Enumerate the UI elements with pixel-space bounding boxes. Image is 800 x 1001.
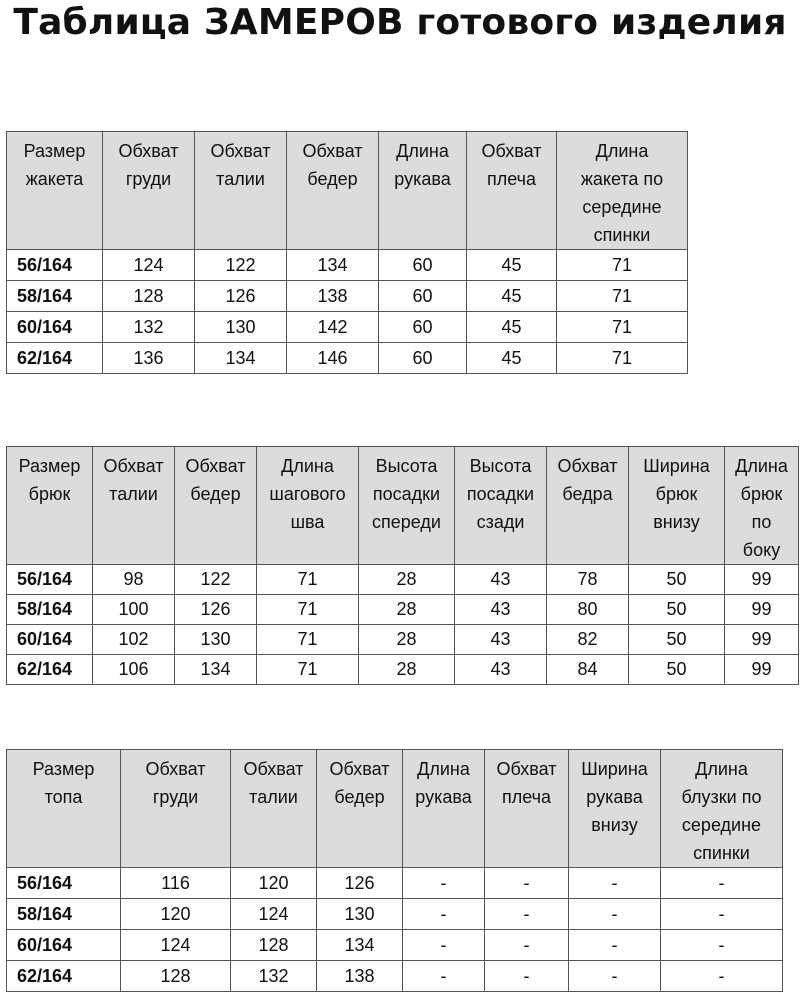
column-header-line: талии: [109, 484, 158, 504]
value-cell: 50: [629, 655, 725, 685]
value-cell: -: [661, 961, 783, 992]
column-header: [317, 750, 403, 868]
column-header-line: бедер: [190, 484, 241, 504]
column-header-line: талии: [216, 169, 265, 189]
trousers-measurements-table: [6, 446, 799, 685]
value-cell: 78: [547, 565, 629, 595]
value-cell: 102: [93, 625, 175, 655]
column-header-line: плеча: [501, 787, 552, 807]
size-cell: 58/164: [7, 899, 121, 930]
value-cell: 28: [359, 625, 455, 655]
value-cell: 116: [121, 868, 231, 899]
value-cell: -: [569, 961, 661, 992]
column-header-line: Размер: [23, 141, 86, 161]
column-header-line: Обхват: [557, 456, 618, 476]
column-header-line: посадки: [466, 484, 535, 504]
column-header-line: внизу: [591, 815, 638, 835]
table-row: [7, 868, 783, 899]
value-cell: 45: [467, 343, 557, 374]
column-header: [121, 750, 231, 868]
column-header-line: Обхват: [210, 141, 271, 161]
value-cell: -: [661, 930, 783, 961]
column-header-line: Обхват: [302, 141, 363, 161]
column-header: [257, 447, 359, 565]
table-row: [7, 565, 799, 595]
value-cell: 99: [725, 625, 799, 655]
column-header-line: талии: [249, 787, 298, 807]
column-header-line: Обхват: [185, 456, 246, 476]
column-header-line: Высота: [469, 456, 532, 476]
column-header-line: середине: [681, 815, 762, 835]
value-cell: 60: [379, 343, 467, 374]
value-cell: 43: [455, 595, 547, 625]
column-header: [455, 447, 547, 565]
value-cell: 138: [287, 281, 379, 312]
column-header-line: внизу: [653, 512, 700, 532]
size-cell: 56/164: [7, 250, 103, 281]
column-header: [403, 750, 485, 868]
value-cell: 138: [317, 961, 403, 992]
column-header-line: Обхват: [118, 141, 179, 161]
value-cell: 60: [379, 250, 467, 281]
column-header-line: Длина: [396, 141, 449, 161]
column-header-line: топа: [44, 787, 83, 807]
value-cell: 132: [231, 961, 317, 992]
table-row: [7, 343, 688, 374]
column-header-line: рукава: [394, 169, 451, 189]
value-cell: -: [569, 899, 661, 930]
value-cell: 136: [103, 343, 195, 374]
value-cell: 120: [231, 868, 317, 899]
column-header: [103, 132, 195, 250]
column-header-line: рукава: [586, 787, 643, 807]
column-header-line: Длина: [595, 141, 649, 161]
value-cell: -: [403, 868, 485, 899]
value-cell: 84: [547, 655, 629, 685]
column-header-line: брюк: [655, 484, 698, 504]
column-header: [557, 132, 688, 250]
value-cell: 71: [257, 565, 359, 595]
column-header-line: спереди: [372, 512, 441, 532]
column-header: [175, 447, 257, 565]
value-cell: 124: [231, 899, 317, 930]
column-header-line: сзади: [476, 512, 525, 532]
column-header: [7, 750, 121, 868]
value-cell: -: [661, 899, 783, 930]
size-cell: 62/164: [7, 655, 93, 685]
value-cell: 71: [257, 595, 359, 625]
value-cell: 45: [467, 312, 557, 343]
column-header: [485, 750, 569, 868]
column-header: [569, 750, 661, 868]
column-header-line: Обхват: [103, 456, 164, 476]
column-header-line: плеча: [486, 169, 537, 189]
value-cell: 134: [195, 343, 287, 374]
size-cell: 56/164: [7, 565, 93, 595]
value-cell: 98: [93, 565, 175, 595]
value-cell: 71: [557, 250, 688, 281]
column-header-line: шагового: [269, 484, 346, 504]
value-cell: 60: [379, 312, 467, 343]
value-cell: 45: [467, 250, 557, 281]
value-cell: 122: [175, 565, 257, 595]
table-row: [7, 899, 783, 930]
size-cell: 56/164: [7, 868, 121, 899]
column-header: [7, 132, 103, 250]
page-title: Таблица ЗАМЕРОВ готового изделия: [13, 2, 787, 43]
column-header-line: брюк: [740, 484, 783, 504]
column-header: [467, 132, 557, 250]
table-row: [7, 655, 799, 685]
column-header: [547, 447, 629, 565]
column-header-line: бедра: [562, 484, 613, 504]
table-row: [7, 961, 783, 992]
value-cell: 126: [175, 595, 257, 625]
column-header-line: Размер: [18, 456, 81, 476]
value-cell: 82: [547, 625, 629, 655]
table-row: [7, 312, 688, 343]
column-header-line: спинки: [593, 225, 651, 245]
column-header: [661, 750, 783, 868]
column-header-line: Ширина: [643, 456, 710, 476]
column-header-line: Длина: [417, 759, 470, 779]
value-cell: -: [569, 930, 661, 961]
table-row: [7, 281, 688, 312]
column-header: [725, 447, 799, 565]
column-header: [7, 447, 93, 565]
size-cell: 58/164: [7, 595, 93, 625]
value-cell: 28: [359, 655, 455, 685]
table-row: [7, 595, 799, 625]
jacket-measurements-table: [6, 131, 688, 374]
value-cell: 134: [175, 655, 257, 685]
value-cell: -: [485, 868, 569, 899]
value-cell: 126: [195, 281, 287, 312]
value-cell: 43: [455, 625, 547, 655]
value-cell: 100: [93, 595, 175, 625]
value-cell: 128: [231, 930, 317, 961]
value-cell: -: [403, 961, 485, 992]
value-cell: -: [661, 868, 783, 899]
value-cell: 71: [557, 281, 688, 312]
value-cell: -: [403, 899, 485, 930]
value-cell: 134: [287, 250, 379, 281]
column-header: [195, 132, 287, 250]
value-cell: 132: [103, 312, 195, 343]
size-cell: 62/164: [7, 961, 121, 992]
value-cell: 99: [725, 655, 799, 685]
column-header-line: Ширина: [581, 759, 648, 779]
column-header-line: груди: [152, 787, 199, 807]
column-header-line: Длина: [281, 456, 334, 476]
column-header-line: Обхват: [145, 759, 206, 779]
value-cell: 134: [317, 930, 403, 961]
column-header-line: по: [751, 512, 772, 532]
value-cell: 28: [359, 565, 455, 595]
value-cell: 99: [725, 595, 799, 625]
top-measurements-table: [6, 749, 783, 992]
column-header-line: брюк: [28, 484, 71, 504]
value-cell: 106: [93, 655, 175, 685]
value-cell: -: [485, 930, 569, 961]
column-header-line: Размер: [32, 759, 95, 779]
column-header-line: бедер: [307, 169, 358, 189]
column-header-line: Обхват: [496, 759, 557, 779]
size-cell: 62/164: [7, 343, 103, 374]
column-header: [359, 447, 455, 565]
value-cell: 122: [195, 250, 287, 281]
value-cell: 71: [257, 655, 359, 685]
column-header-line: Обхват: [481, 141, 542, 161]
column-header-line: Обхват: [329, 759, 390, 779]
column-header-line: жакета по: [580, 169, 664, 189]
table-header-row: [7, 132, 688, 250]
value-cell: 126: [317, 868, 403, 899]
value-cell: -: [485, 899, 569, 930]
column-header-line: шва: [290, 512, 325, 532]
column-header-line: груди: [125, 169, 172, 189]
value-cell: 128: [121, 961, 231, 992]
column-header-line: середине: [582, 197, 662, 217]
value-cell: 50: [629, 625, 725, 655]
column-header-line: Высота: [375, 456, 438, 476]
column-header: [379, 132, 467, 250]
value-cell: 124: [103, 250, 195, 281]
table-row: [7, 930, 783, 961]
value-cell: 60: [379, 281, 467, 312]
value-cell: 28: [359, 595, 455, 625]
value-cell: 50: [629, 565, 725, 595]
value-cell: -: [485, 961, 569, 992]
column-header-line: Длина: [695, 759, 748, 779]
size-cell: 60/164: [7, 312, 103, 343]
value-cell: 124: [121, 930, 231, 961]
value-cell: 45: [467, 281, 557, 312]
column-header-line: спинки: [693, 843, 750, 863]
column-header-line: Длина: [735, 456, 788, 476]
value-cell: 71: [557, 343, 688, 374]
column-header: [629, 447, 725, 565]
size-cell: 60/164: [7, 930, 121, 961]
value-cell: 120: [121, 899, 231, 930]
column-header-line: боку: [742, 540, 781, 560]
value-cell: 50: [629, 595, 725, 625]
column-header: [93, 447, 175, 565]
column-header: [231, 750, 317, 868]
value-cell: 80: [547, 595, 629, 625]
value-cell: 71: [257, 625, 359, 655]
column-header-line: бедер: [334, 787, 385, 807]
table-row: [7, 625, 799, 655]
table-header-row: [7, 750, 783, 868]
value-cell: -: [403, 930, 485, 961]
column-header-line: жакета: [25, 169, 84, 189]
value-cell: 146: [287, 343, 379, 374]
table-header-row: [7, 447, 799, 565]
column-header-line: рукава: [415, 787, 472, 807]
value-cell: 71: [557, 312, 688, 343]
value-cell: 43: [455, 565, 547, 595]
size-cell: 58/164: [7, 281, 103, 312]
value-cell: 128: [103, 281, 195, 312]
column-header-line: Обхват: [243, 759, 304, 779]
value-cell: 43: [455, 655, 547, 685]
value-cell: 142: [287, 312, 379, 343]
value-cell: 130: [175, 625, 257, 655]
value-cell: 99: [725, 565, 799, 595]
size-cell: 60/164: [7, 625, 93, 655]
column-header-line: посадки: [372, 484, 441, 504]
value-cell: 130: [195, 312, 287, 343]
column-header: [287, 132, 379, 250]
value-cell: 130: [317, 899, 403, 930]
table-row: [7, 250, 688, 281]
column-header-line: блузки по: [681, 787, 762, 807]
value-cell: -: [569, 868, 661, 899]
